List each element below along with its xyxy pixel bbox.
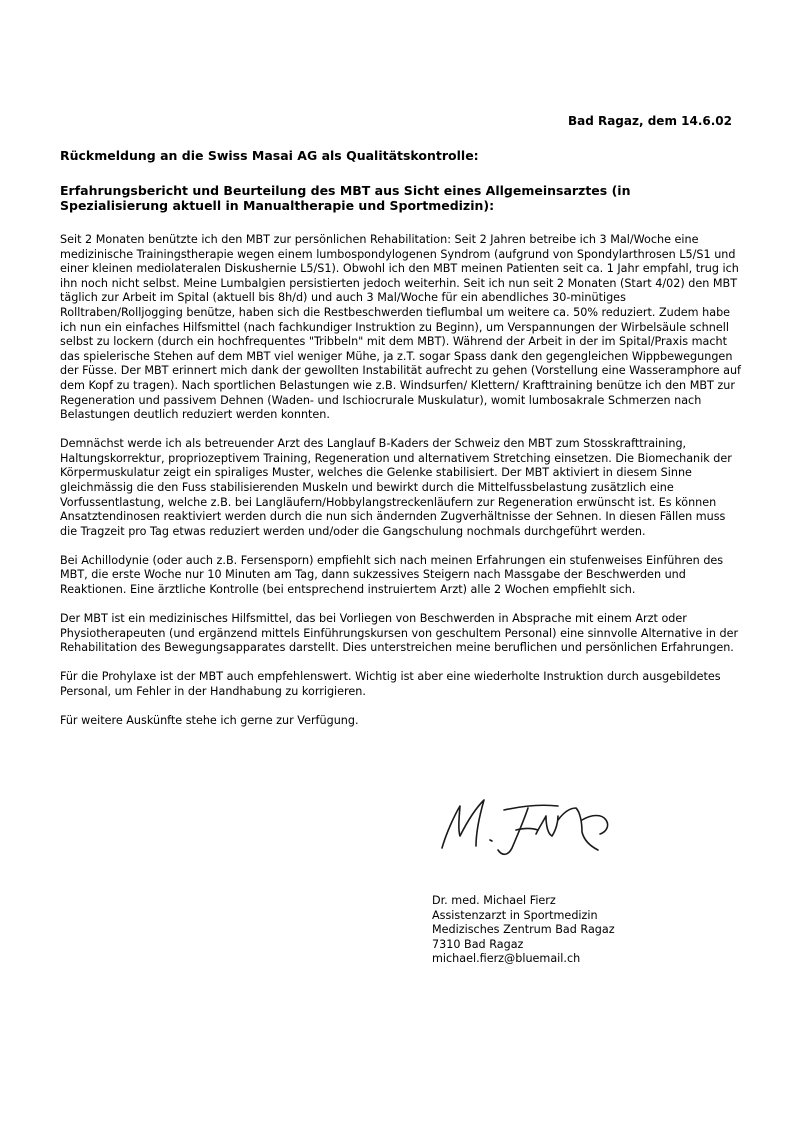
letter-body [60, 233, 742, 743]
letter-subject: Rückmeldung an die Swiss Masai AG als Qualitätskontrolle: [60, 148, 479, 163]
report-heading [60, 183, 740, 213]
paragraph-achillodynia: Bei Achillodynie (oder auch z.B. Fersensporn) empfiehlt sich nach meinen Erfahrungen ein stufenweises Einführen des MBT, die erste Woche nur 10 Minuten am Tag, dann sukzessives Steigern nach Massgabe der Beschwerden und Reaktionen. Eine ärztliche Kontrolle (bei entsprechend instruiertem Arzt) alle 2 Wochen empfiehlt sich. [60, 553, 724, 597]
signer-institution: Medizisches Zentrum Bad Ragaz [432, 923, 615, 937]
signature-block [432, 894, 615, 967]
paragraph-ski-team: Demnächst werde ich als betreuender Arzt des Langlauf B-Kaders der Schweiz den MBT zum Stosskrafttraining, Haltungskorrektur, propriozeptivem Training, Regeneration und alternativem Stretching einsetzen. Die Biomechanik der Körpermuskulatur zeigt ein spiraliges Muster, welches die Gelenke stabilisiert. Der MBT aktiviert in diesem Sinne gleichmässig die den Fuss stabilisierenden Muskeln und bewirkt durch die Mittelfussbelastung zusätzlich eine Vorfussentlastung, welche z.B. bei Langläufern/Hobbylangstreckenläufern zur Regeneration erwünscht ist. Es können Ansatztendinosen reaktiviert werden durch die nun sich ändernden Zugverhältnisse der Sehnen. In diesen Fällen muss die Tragzeit pro Tag etwas reduziert werden und/oder die Gangschulung nochmals durchgeführt werden. [60, 437, 732, 538]
signer-name: Dr. med. Michael Fierz [432, 894, 556, 907]
handwritten-signature [432, 790, 622, 880]
paragraph-own-experience: Seit 2 Monaten benützte ich den MBT zur persönlichen Rehabilitation: Seit 2 Jahren betreibe ich 3 Mal/Woche eine medizinische Trainingstherapie wegen einem lumbospondylogenen Syndrom (aufgrund von Spondylarthrosen L5/S1 und einer kleinen mediolateralen Diskushernie L5/S1). Obwohl ich den MBT meinen Patienten seit ca. 1 Jahr empfahl, trug ich ihn noch nicht selbst. Meine Lumbalgien persistierten jedoch weiterhin. Seit ich nun seit 2 Monaten (Start 4/02) den MBT täglich zur Arbeit im Spital (aktuell bis 8h/d) und auch 3 Mal/Woche für ein abendliches 30-minütiges Rolltraben/Rolljogging benütze, haben sich die Restbeschwerden tieflumbal um weitere ca. 50% reduziert. Zudem habe ich nun ein einfaches Hilfsmittel (nach fachkundiger Instruktion zu Beginn), um Verspannungen der Wirbelsäule schnell selbst zu lockern (durch ein hochfrequentes "Tribbeln" mit dem MBT). Während der Arbeit in der im Spital/Praxis macht das spielerische Stehen auf dem MBT viel weniger Mühe, ja z.T. sogar Spass dank den gegengleichen Wippbewegungen der Füsse. Der MBT erinnert mich dank der gewollten Instabilität aufrecht zu gehen (Vorstellung eine Wasseramphore auf dem Kopf zu tragen). Nach sportlichen Belastungen wie z.B. Windsurfen/ Klettern/ Krafttraining benütze ich den MBT zur Regeneration und passivem Dehnen (Waden- und Ischiocrurale Muskulatur), womit lumbosakrale Schmerzen nach Belastungen deutlich reduziert werden konnten. [60, 233, 741, 422]
dateline: Bad Ragaz, dem 14.6.02 [567, 114, 732, 128]
paragraph-closing: Für weitere Auskünfte stehe ich gerne zur Verfügung. [60, 714, 359, 728]
report-heading-line-2: Spezialisierung aktuell in Manualtherapie und Sportmedizin): [60, 198, 495, 213]
signer-city: 7310 Bad Ragaz [432, 937, 524, 951]
signer-title: Assistenzarzt in Sportmedizin [432, 908, 598, 922]
paragraph-medical-aid: Der MBT ist ein medizinisches Hilfsmittel, das bei Vorliegen von Beschwerden in Absprache mit einem Arzt oder Physiotherapeuten (und ergänzend mittels Einführungskursen von geschultem Personal) eine sinnvolle Alternative in der Rehabilitation des Bewegungsapparates darstellt. Dies unterstreichen meine beruflichen und persönlichen Erfahrungen. [60, 612, 739, 655]
paragraph-prophylaxis: Für die Prohylaxe ist der MBT auch empfehlenswert. Wichtig ist aber eine wiederholte Instruktion durch ausgebildetes Personal, um Fehler in der Handhabung zu korrigieren. [60, 670, 721, 699]
report-heading-line-1: Erfahrungsbericht und Beurteilung des MBT aus Sicht eines Allgemeinsarztes (in [60, 183, 631, 198]
signer-email: michael.fierz@bluemail.ch [432, 952, 581, 966]
